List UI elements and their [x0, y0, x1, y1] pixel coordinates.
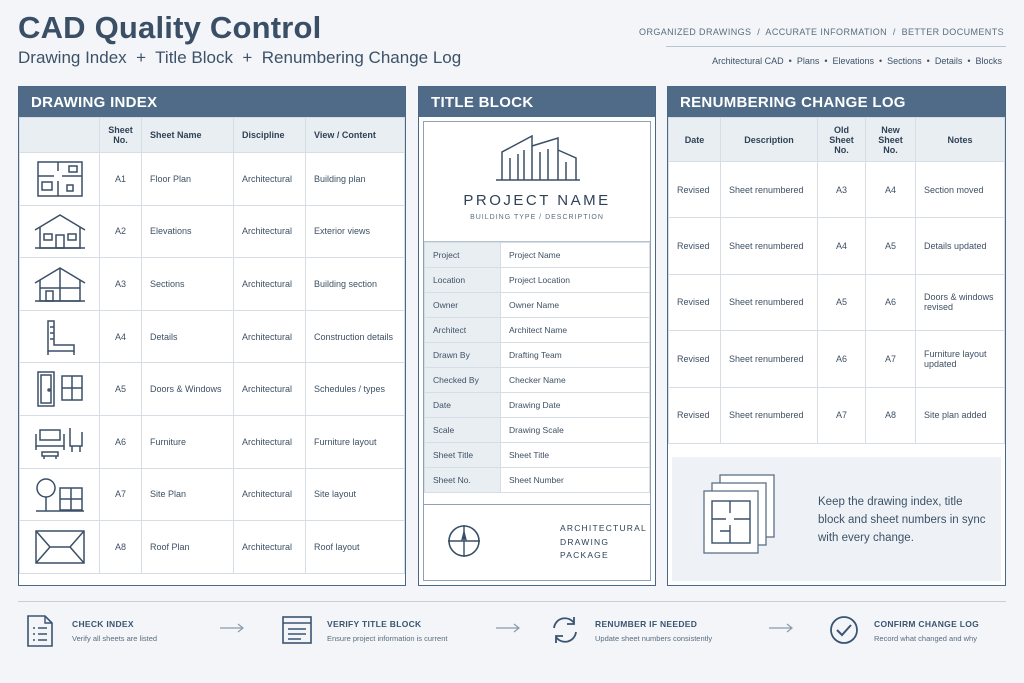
- floor-plan-icon: [20, 153, 100, 206]
- column-header-view-content: View / Content: [306, 118, 405, 153]
- step-renumber-title: RENUMBER IF NEEDED: [595, 619, 698, 629]
- sheet-number: A2: [100, 205, 142, 258]
- refresh-icon: [549, 614, 581, 646]
- change-log-header: RENUMBERING CHANGE LOG: [668, 87, 1005, 117]
- package-label-line-2: DRAWING: [560, 536, 610, 547]
- title-block-field: [425, 468, 650, 493]
- sheet-name: Site Plan: [142, 468, 234, 521]
- sheet-number: A5: [100, 363, 142, 416]
- sheet-number: A6: [100, 415, 142, 468]
- view-content: Building section: [306, 258, 405, 311]
- column-header-notes: Notes: [916, 118, 1005, 162]
- table-row: [20, 310, 405, 363]
- field-value: Architect Name: [501, 318, 650, 343]
- title-block-field: [425, 443, 650, 468]
- change-date: Revised: [669, 162, 721, 218]
- title-block-field: [425, 393, 650, 418]
- field-label: Drawn By: [425, 343, 501, 368]
- discipline: Architectural: [234, 258, 306, 311]
- table-row: [20, 205, 405, 258]
- discipline: Architectural: [234, 153, 306, 206]
- sheet-name: Sections: [142, 258, 234, 311]
- discipline: Architectural: [234, 415, 306, 468]
- package-label-line-3: PACKAGE: [560, 550, 609, 560]
- field-value: Project Name: [501, 243, 650, 268]
- document-list-icon: [26, 614, 54, 648]
- roof-plan-icon: [20, 521, 100, 574]
- sync-note-text: Keep the drawing index, title block and sheet numbers in sync with every change.: [818, 496, 986, 544]
- header-divider: [666, 46, 1006, 47]
- table-row: [20, 153, 405, 206]
- table-row: [669, 331, 1005, 387]
- field-label: Checked By: [425, 368, 501, 393]
- old-sheet-number: A3: [818, 162, 866, 218]
- change-log-panel: [667, 86, 1006, 586]
- field-value: Drawing Scale: [501, 418, 650, 443]
- title-block-field: [425, 243, 650, 268]
- project-logo-area: [424, 122, 650, 242]
- drawing-index-panel: [18, 86, 406, 586]
- view-content: Building plan: [306, 153, 405, 206]
- title-block-icon: [281, 614, 313, 646]
- field-label: Architect: [425, 318, 501, 343]
- old-sheet-number: A4: [818, 218, 866, 274]
- table-row: [20, 363, 405, 416]
- step-confirm-change-log-title: CONFIRM CHANGE LOG: [874, 619, 980, 629]
- column-header-discipline: Discipline: [234, 118, 306, 153]
- change-notes: Doors & windows revised: [916, 274, 1005, 330]
- sync-note-box: [672, 457, 1001, 581]
- change-notes: Section moved: [916, 162, 1005, 218]
- site-plan-icon: [20, 468, 100, 521]
- title-block-field: [425, 368, 650, 393]
- field-label: Scale: [425, 418, 501, 443]
- step-renumber-subtitle: Update sheet numbers consistently: [595, 634, 713, 643]
- column-header-icon: [20, 118, 100, 153]
- change-notes: Details updated: [916, 218, 1005, 274]
- door-window-icon: [20, 363, 100, 416]
- sheet-name: Details: [142, 310, 234, 363]
- package-label-line-1: ARCHITECTURAL: [560, 523, 647, 533]
- drawing-index-header: DRAWING INDEX: [19, 87, 405, 117]
- change-notes: Site plan added: [916, 387, 1005, 443]
- step-check-index-title: CHECK INDEX: [72, 619, 134, 629]
- tagline: ORGANIZED DRAWINGS / ACCURATE INFORMATION / BETTER DOCUMENTS: [639, 27, 1004, 37]
- field-value: Project Location: [501, 268, 650, 293]
- project-type-label: BUILDING TYPE / DESCRIPTION: [470, 214, 604, 221]
- change-description: Sheet renumbered: [721, 162, 818, 218]
- field-value: Sheet Title: [501, 443, 650, 468]
- change-log-table: [668, 117, 1005, 444]
- discipline: Architectural: [234, 521, 306, 574]
- category-list: Architectural CAD • Plans • Elevations • Sections • Details • Blocks: [712, 56, 1002, 66]
- new-sheet-number: A6: [866, 274, 916, 330]
- arrow-right-icon: [768, 622, 794, 634]
- change-description: Sheet renumbered: [721, 331, 818, 387]
- column-header-old-sheet-no: Old Sheet No.: [818, 118, 866, 162]
- sheet-name: Floor Plan: [142, 153, 234, 206]
- column-header-date: Date: [669, 118, 721, 162]
- sheet-name: Elevations: [142, 205, 234, 258]
- table-row: [669, 387, 1005, 443]
- change-date: Revised: [669, 331, 721, 387]
- old-sheet-number: A6: [818, 331, 866, 387]
- title-block-field: [425, 418, 650, 443]
- field-label: Sheet Title: [425, 443, 501, 468]
- sheet-name: Doors & Windows: [142, 363, 234, 416]
- title-block-panel: [418, 86, 656, 586]
- page-title: CAD Quality Control: [18, 10, 322, 45]
- drawing-index-table: [19, 117, 405, 574]
- column-header-sheet-no: Sheet No.: [100, 118, 142, 153]
- title-block-header: TITLE BLOCK: [419, 87, 655, 117]
- field-value: Sheet Number: [501, 468, 650, 493]
- field-value: Owner Name: [501, 293, 650, 318]
- title-block-field: [425, 293, 650, 318]
- table-row: [20, 258, 405, 311]
- title-block-field: [425, 268, 650, 293]
- new-sheet-number: A5: [866, 218, 916, 274]
- discipline: Architectural: [234, 468, 306, 521]
- change-description: Sheet renumbered: [721, 387, 818, 443]
- field-label: Date: [425, 393, 501, 418]
- column-header-new-sheet-no: New Sheet No.: [866, 118, 916, 162]
- view-content: Site layout: [306, 468, 405, 521]
- discipline: Architectural: [234, 310, 306, 363]
- change-description: Sheet renumbered: [721, 218, 818, 274]
- footer-divider: [18, 601, 1006, 602]
- stacked-sheets-icon: [690, 469, 790, 569]
- sheet-name: Furniture: [142, 415, 234, 468]
- new-sheet-number: A8: [866, 387, 916, 443]
- package-label: [560, 522, 647, 563]
- sheet-number: A1: [100, 153, 142, 206]
- step-verify-title-block-title: VERIFY TITLE BLOCK: [327, 619, 422, 629]
- sheet-number: A3: [100, 258, 142, 311]
- change-date: Revised: [669, 218, 721, 274]
- step-confirm-change-log-subtitle: Record what changed and why: [874, 634, 977, 643]
- discipline: Architectural: [234, 363, 306, 416]
- view-content: Exterior views: [306, 205, 405, 258]
- page-subtitle: Drawing Index + Title Block + Renumbering Change Log: [18, 48, 462, 67]
- title-block-footer: [424, 504, 650, 580]
- column-header-description: Description: [721, 118, 818, 162]
- sheet-number: A4: [100, 310, 142, 363]
- sheet-number: A8: [100, 521, 142, 574]
- view-content: Roof layout: [306, 521, 405, 574]
- field-value: Drafting Team: [501, 343, 650, 368]
- sheet-number: A7: [100, 468, 142, 521]
- old-sheet-number: A7: [818, 387, 866, 443]
- field-label: Location: [425, 268, 501, 293]
- change-date: Revised: [669, 387, 721, 443]
- table-row: [669, 274, 1005, 330]
- column-header-sheet-name: Sheet Name: [142, 118, 234, 153]
- field-label: Owner: [425, 293, 501, 318]
- step-check-index-subtitle: Verify all sheets are listed: [72, 634, 158, 643]
- discipline: Architectural: [234, 205, 306, 258]
- view-content: Furniture layout: [306, 415, 405, 468]
- title-block-frame: [423, 121, 651, 581]
- north-arrow-icon: [446, 523, 482, 559]
- arrow-right-icon: [495, 622, 521, 634]
- detail-icon: [20, 310, 100, 363]
- furniture-icon: [20, 415, 100, 468]
- building-logo-icon: [492, 132, 584, 184]
- field-label: Sheet No.: [425, 468, 501, 493]
- old-sheet-number: A5: [818, 274, 866, 330]
- step-verify-title-block-subtitle: Ensure project information is current: [327, 634, 448, 643]
- change-date: Revised: [669, 274, 721, 330]
- field-label: Project: [425, 243, 501, 268]
- field-value: Checker Name: [501, 368, 650, 393]
- section-icon: [20, 258, 100, 311]
- sheet-name: Roof Plan: [142, 521, 234, 574]
- check-circle-icon: [828, 614, 860, 646]
- view-content: Schedules / types: [306, 363, 405, 416]
- change-notes: Furniture layout updated: [916, 331, 1005, 387]
- view-content: Construction details: [306, 310, 405, 363]
- new-sheet-number: A7: [866, 331, 916, 387]
- table-row: [20, 521, 405, 574]
- title-block-fields: [424, 242, 650, 493]
- table-row: [20, 468, 405, 521]
- arrow-right-icon: [219, 622, 245, 634]
- table-row: [20, 415, 405, 468]
- table-row: [669, 162, 1005, 218]
- elevation-icon: [20, 205, 100, 258]
- table-row: [669, 218, 1005, 274]
- project-name-heading: PROJECT NAME: [463, 192, 611, 209]
- title-block-field: [425, 318, 650, 343]
- new-sheet-number: A4: [866, 162, 916, 218]
- change-description: Sheet renumbered: [721, 274, 818, 330]
- field-value: Drawing Date: [501, 393, 650, 418]
- title-block-field: [425, 343, 650, 368]
